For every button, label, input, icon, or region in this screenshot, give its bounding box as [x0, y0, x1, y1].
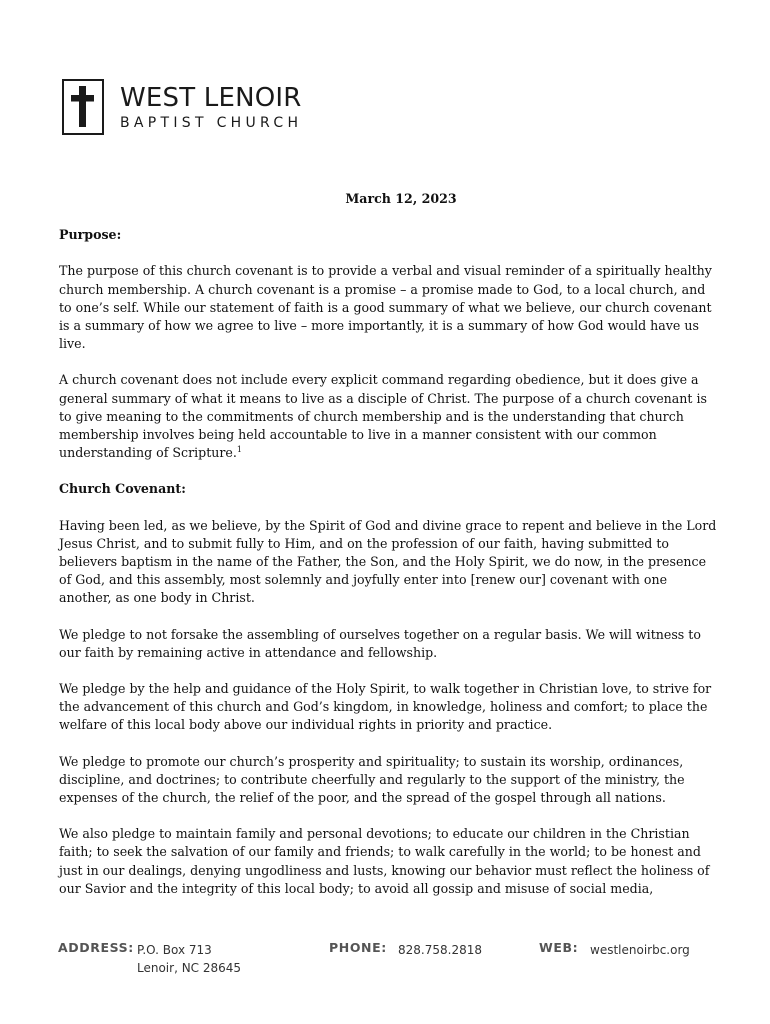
address-line-1: P.O. Box 713: [137, 943, 212, 957]
document-body: [59, 190, 719, 916]
address-line-2: Lenoir, NC 28645: [137, 961, 242, 975]
covenant-paragraph: We pledge by the help and guidance of the Holy Spirit, to walk together in Christian love, to strive for the advancement of this church and God’s kingdom, in knowledge, holiness and comfort; to place the welfare of this local body above our individual rights in priority and practice.: [59, 681, 712, 733]
phone-value: 828.758.2818: [398, 943, 482, 957]
web-value[interactable]: westlenoirbc.org: [590, 943, 690, 957]
cross-icon: [62, 79, 104, 135]
covenant-paragraph: We pledge to promote our church’s prosperity and spirituality; to sustain its worship, ordinances, discipline, and doctrines; to contribute cheerfully and regularly to the support of the ministry, the expenses of the church, the relief of the poor, and the spread of the gospel through all nations.: [59, 753, 685, 806]
logo-wordmark: [120, 82, 303, 131]
phone-label: PHONE:: [329, 940, 387, 955]
web-label: WEB:: [539, 940, 579, 955]
address-value: [137, 941, 241, 977]
covenant-paragraph: Having been led, as we believe, by the Spirit of God and divine grace to repent and believe in the Lord Jesus Christ, and to submit fully to Him, and on the profession of our faith, having submitted to believers baptism in the name of the Father, the Son, and the Holy Spirit, we do now, in the presence of God, and this assembly, most solemnly and joyfully enter into [renew our] covenant with one another, as one body in Christ.: [59, 517, 717, 606]
covenant-heading: Church Covenant:: [59, 481, 186, 497]
purpose-paragraph-1: The purpose of this church covenant is to provide a verbal and visual reminder of a spiritually healthy church membership. A church covenant is a promise – a promise made to God, to a local church, and to one’s self. While our statement of faith is a good summary of what we believe, our church covenant is a summary of how we agree to live – more importantly, it is a summary of how God would have us live.: [59, 263, 712, 352]
footnote-marker: 1: [236, 445, 242, 455]
purpose-paragraph-2: [59, 371, 719, 462]
document-date: March 12, 2023: [345, 191, 457, 206]
covenant-paragraph: We also pledge to maintain family and personal devotions; to educate our children in the Christian faith; to seek the salvation of our family and friends; to walk carefully in the world; to be honest and just in our dealings, denying ungodliness and lusts, knowing our behavior must reflect the holiness of our Savior and the integrity of this local body; to avoid all gossip and misuse of social media,: [59, 826, 710, 896]
covenant-paragraph: We pledge to not forsake the assembling of ourselves together on a regular basis. We will witness to our faith by remaining active in attendance and fellowship.: [59, 626, 701, 660]
logo-church-subtitle: BAPTIST CHURCH: [120, 114, 303, 131]
logo-church-name: WEST LENOIR: [120, 82, 302, 113]
address-label: ADDRESS:: [58, 940, 134, 955]
purpose-paragraph-2-text: A church covenant does not include every explicit command regarding obedience, but it does give a general summary of what it means to live as a disciple of Christ. The purpose of a church covenant is to give meaning to the commitments of church membership and is the understanding that church membership involves being held accountable to live in a manner consistent with our common understanding of Scripture.: [59, 372, 707, 461]
church-logo: [62, 77, 302, 137]
purpose-heading: Purpose:: [59, 227, 122, 243]
